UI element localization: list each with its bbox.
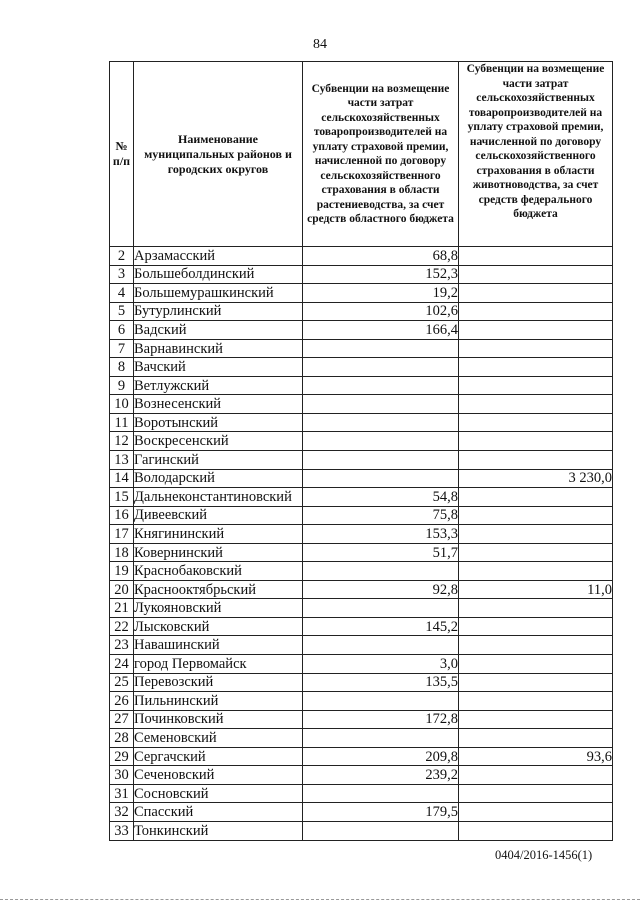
federal-value	[459, 692, 613, 711]
district-name: Большемурашкинский	[134, 284, 303, 303]
district-name: Вачский	[134, 358, 303, 377]
header-name-text: Наименование муниципальных районов и городских округов	[144, 131, 292, 176]
district-name: Навашинский	[134, 636, 303, 655]
federal-value	[459, 784, 613, 803]
federal-value	[459, 376, 613, 395]
table-row	[110, 599, 613, 618]
regional-value: 152,3	[303, 265, 459, 284]
row-number: 26	[110, 692, 134, 711]
table-header	[110, 62, 613, 247]
header-regional-subvention	[303, 62, 459, 247]
district-name: Сергачский	[134, 747, 303, 766]
table-row	[110, 413, 613, 432]
table-row	[110, 766, 613, 785]
table-row	[110, 580, 613, 599]
federal-value	[459, 265, 613, 284]
table-row	[110, 747, 613, 766]
district-name: Спасский	[134, 803, 303, 822]
row-number: 15	[110, 488, 134, 507]
table-row	[110, 543, 613, 562]
district-name: Дальнеконстантиновский	[134, 488, 303, 507]
table-row	[110, 284, 613, 303]
district-name: Перевозский	[134, 673, 303, 692]
regional-value: 153,3	[303, 525, 459, 544]
regional-value: 239,2	[303, 766, 459, 785]
regional-value	[303, 562, 459, 581]
row-number: 24	[110, 655, 134, 674]
table-row	[110, 506, 613, 525]
row-number: 30	[110, 766, 134, 785]
row-number: 21	[110, 599, 134, 618]
district-name: Тонкинский	[134, 821, 303, 840]
federal-value	[459, 488, 613, 507]
row-number: 8	[110, 358, 134, 377]
federal-value	[459, 284, 613, 303]
regional-value	[303, 469, 459, 488]
federal-value: 93,6	[459, 747, 613, 766]
federal-value	[459, 636, 613, 655]
table-row	[110, 339, 613, 358]
row-number: 33	[110, 821, 134, 840]
district-name: Дивеевский	[134, 506, 303, 525]
table-row	[110, 636, 613, 655]
document-code: 0404/2016-1456(1)	[495, 848, 593, 862]
header-federal-subvention	[459, 62, 613, 247]
district-name: Бутурлинский	[134, 302, 303, 321]
regional-value: 179,5	[303, 803, 459, 822]
regional-value: 135,5	[303, 673, 459, 692]
district-name: Ветлужский	[134, 376, 303, 395]
table-row	[110, 673, 613, 692]
federal-value	[459, 302, 613, 321]
row-number: 2	[110, 247, 134, 266]
regional-value	[303, 821, 459, 840]
federal-value	[459, 413, 613, 432]
table-row	[110, 376, 613, 395]
table-row	[110, 710, 613, 729]
federal-value	[459, 339, 613, 358]
row-number: 13	[110, 451, 134, 470]
regional-value: 209,8	[303, 747, 459, 766]
district-name: Лукояновский	[134, 599, 303, 618]
regional-value	[303, 599, 459, 618]
regional-value	[303, 692, 459, 711]
district-name: Ковернинский	[134, 543, 303, 562]
table-row	[110, 488, 613, 507]
row-number: 7	[110, 339, 134, 358]
district-name: Большеболдинский	[134, 265, 303, 284]
row-number: 23	[110, 636, 134, 655]
row-number: 9	[110, 376, 134, 395]
federal-value	[459, 821, 613, 840]
federal-value	[459, 432, 613, 451]
federal-value	[459, 451, 613, 470]
federal-value	[459, 562, 613, 581]
row-number: 27	[110, 710, 134, 729]
district-name: Володарский	[134, 469, 303, 488]
regional-value: 75,8	[303, 506, 459, 525]
district-name: Сеченовский	[134, 766, 303, 785]
table-row	[110, 784, 613, 803]
table-row	[110, 451, 613, 470]
table-row	[110, 302, 613, 321]
regional-value: 51,7	[303, 543, 459, 562]
row-number: 17	[110, 525, 134, 544]
row-number: 10	[110, 395, 134, 414]
table-row	[110, 247, 613, 266]
federal-value: 11,0	[459, 580, 613, 599]
district-name: Вознесенский	[134, 395, 303, 414]
table-row	[110, 525, 613, 544]
header-number-text: № п/п	[112, 139, 131, 168]
table-row	[110, 729, 613, 748]
table-row	[110, 265, 613, 284]
page-number: 84	[313, 37, 327, 52]
federal-value	[459, 395, 613, 414]
regional-value: 3,0	[303, 655, 459, 674]
header-name	[134, 62, 303, 247]
regional-value: 145,2	[303, 617, 459, 636]
federal-value	[459, 358, 613, 377]
district-name: Пильнинский	[134, 692, 303, 711]
row-number: 12	[110, 432, 134, 451]
federal-value	[459, 673, 613, 692]
table-row	[110, 562, 613, 581]
federal-value	[459, 655, 613, 674]
row-number: 3	[110, 265, 134, 284]
regional-value	[303, 358, 459, 377]
subventions-table	[109, 61, 613, 841]
district-name: Арзамасский	[134, 247, 303, 266]
district-name: Починковский	[134, 710, 303, 729]
regional-value	[303, 376, 459, 395]
footer-divider	[0, 899, 640, 900]
federal-value	[459, 766, 613, 785]
federal-value	[459, 525, 613, 544]
row-number: 32	[110, 803, 134, 822]
district-name: Варнавинский	[134, 339, 303, 358]
federal-value	[459, 710, 613, 729]
federal-value	[459, 599, 613, 618]
federal-value	[459, 247, 613, 266]
table-row	[110, 432, 613, 451]
header-number	[110, 62, 134, 247]
header-federal-text: Субвенции на возмещение части затрат сельскохозяйственных товаропроизводителей на уплату страховой премии, начисленной по договору сельскохозяйственного страхования в области животноводства, за счет средств федерального бюджета	[466, 63, 605, 220]
row-number: 31	[110, 784, 134, 803]
regional-value	[303, 395, 459, 414]
district-name: город Первомайск	[134, 655, 303, 674]
row-number: 28	[110, 729, 134, 748]
federal-value	[459, 321, 613, 340]
district-name: Вадский	[134, 321, 303, 340]
header-regional-text: Субвенции на возмещение части затрат сельскохозяйственных товаропроизводителей на уплату страховой премии, начисленной по договору сельскохозяйственного страхования в области растениеводства, за счет средств областного бюджета	[307, 82, 454, 225]
row-number: 4	[110, 284, 134, 303]
district-name: Сосновский	[134, 784, 303, 803]
table-row	[110, 617, 613, 636]
federal-value	[459, 803, 613, 822]
regional-value	[303, 451, 459, 470]
regional-value	[303, 729, 459, 748]
regional-value: 19,2	[303, 284, 459, 303]
row-number: 22	[110, 617, 134, 636]
row-number: 6	[110, 321, 134, 340]
federal-value	[459, 543, 613, 562]
regional-value: 54,8	[303, 488, 459, 507]
district-name: Семеновский	[134, 729, 303, 748]
district-name: Гагинский	[134, 451, 303, 470]
table-body	[110, 247, 613, 841]
regional-value	[303, 339, 459, 358]
district-name: Лысковский	[134, 617, 303, 636]
table-row	[110, 358, 613, 377]
row-number: 14	[110, 469, 134, 488]
row-number: 11	[110, 413, 134, 432]
table-row	[110, 803, 613, 822]
federal-value	[459, 729, 613, 748]
regional-value	[303, 413, 459, 432]
regional-value	[303, 636, 459, 655]
row-number: 19	[110, 562, 134, 581]
regional-value: 68,8	[303, 247, 459, 266]
row-number: 16	[110, 506, 134, 525]
table-row	[110, 395, 613, 414]
district-name: Воскресенский	[134, 432, 303, 451]
federal-value	[459, 506, 613, 525]
table-row	[110, 469, 613, 488]
table-row	[110, 321, 613, 340]
regional-value	[303, 784, 459, 803]
district-name: Воротынский	[134, 413, 303, 432]
regional-value: 92,8	[303, 580, 459, 599]
regional-value: 172,8	[303, 710, 459, 729]
table-row	[110, 821, 613, 840]
regional-value: 166,4	[303, 321, 459, 340]
district-name: Княгининский	[134, 525, 303, 544]
federal-value: 3 230,0	[459, 469, 613, 488]
table-row	[110, 655, 613, 674]
row-number: 20	[110, 580, 134, 599]
district-name: Краснооктябрьский	[134, 580, 303, 599]
row-number: 29	[110, 747, 134, 766]
regional-value: 102,6	[303, 302, 459, 321]
regional-value	[303, 432, 459, 451]
federal-value	[459, 617, 613, 636]
row-number: 18	[110, 543, 134, 562]
row-number: 25	[110, 673, 134, 692]
row-number: 5	[110, 302, 134, 321]
table-row	[110, 692, 613, 711]
district-name: Краснобаковский	[134, 562, 303, 581]
